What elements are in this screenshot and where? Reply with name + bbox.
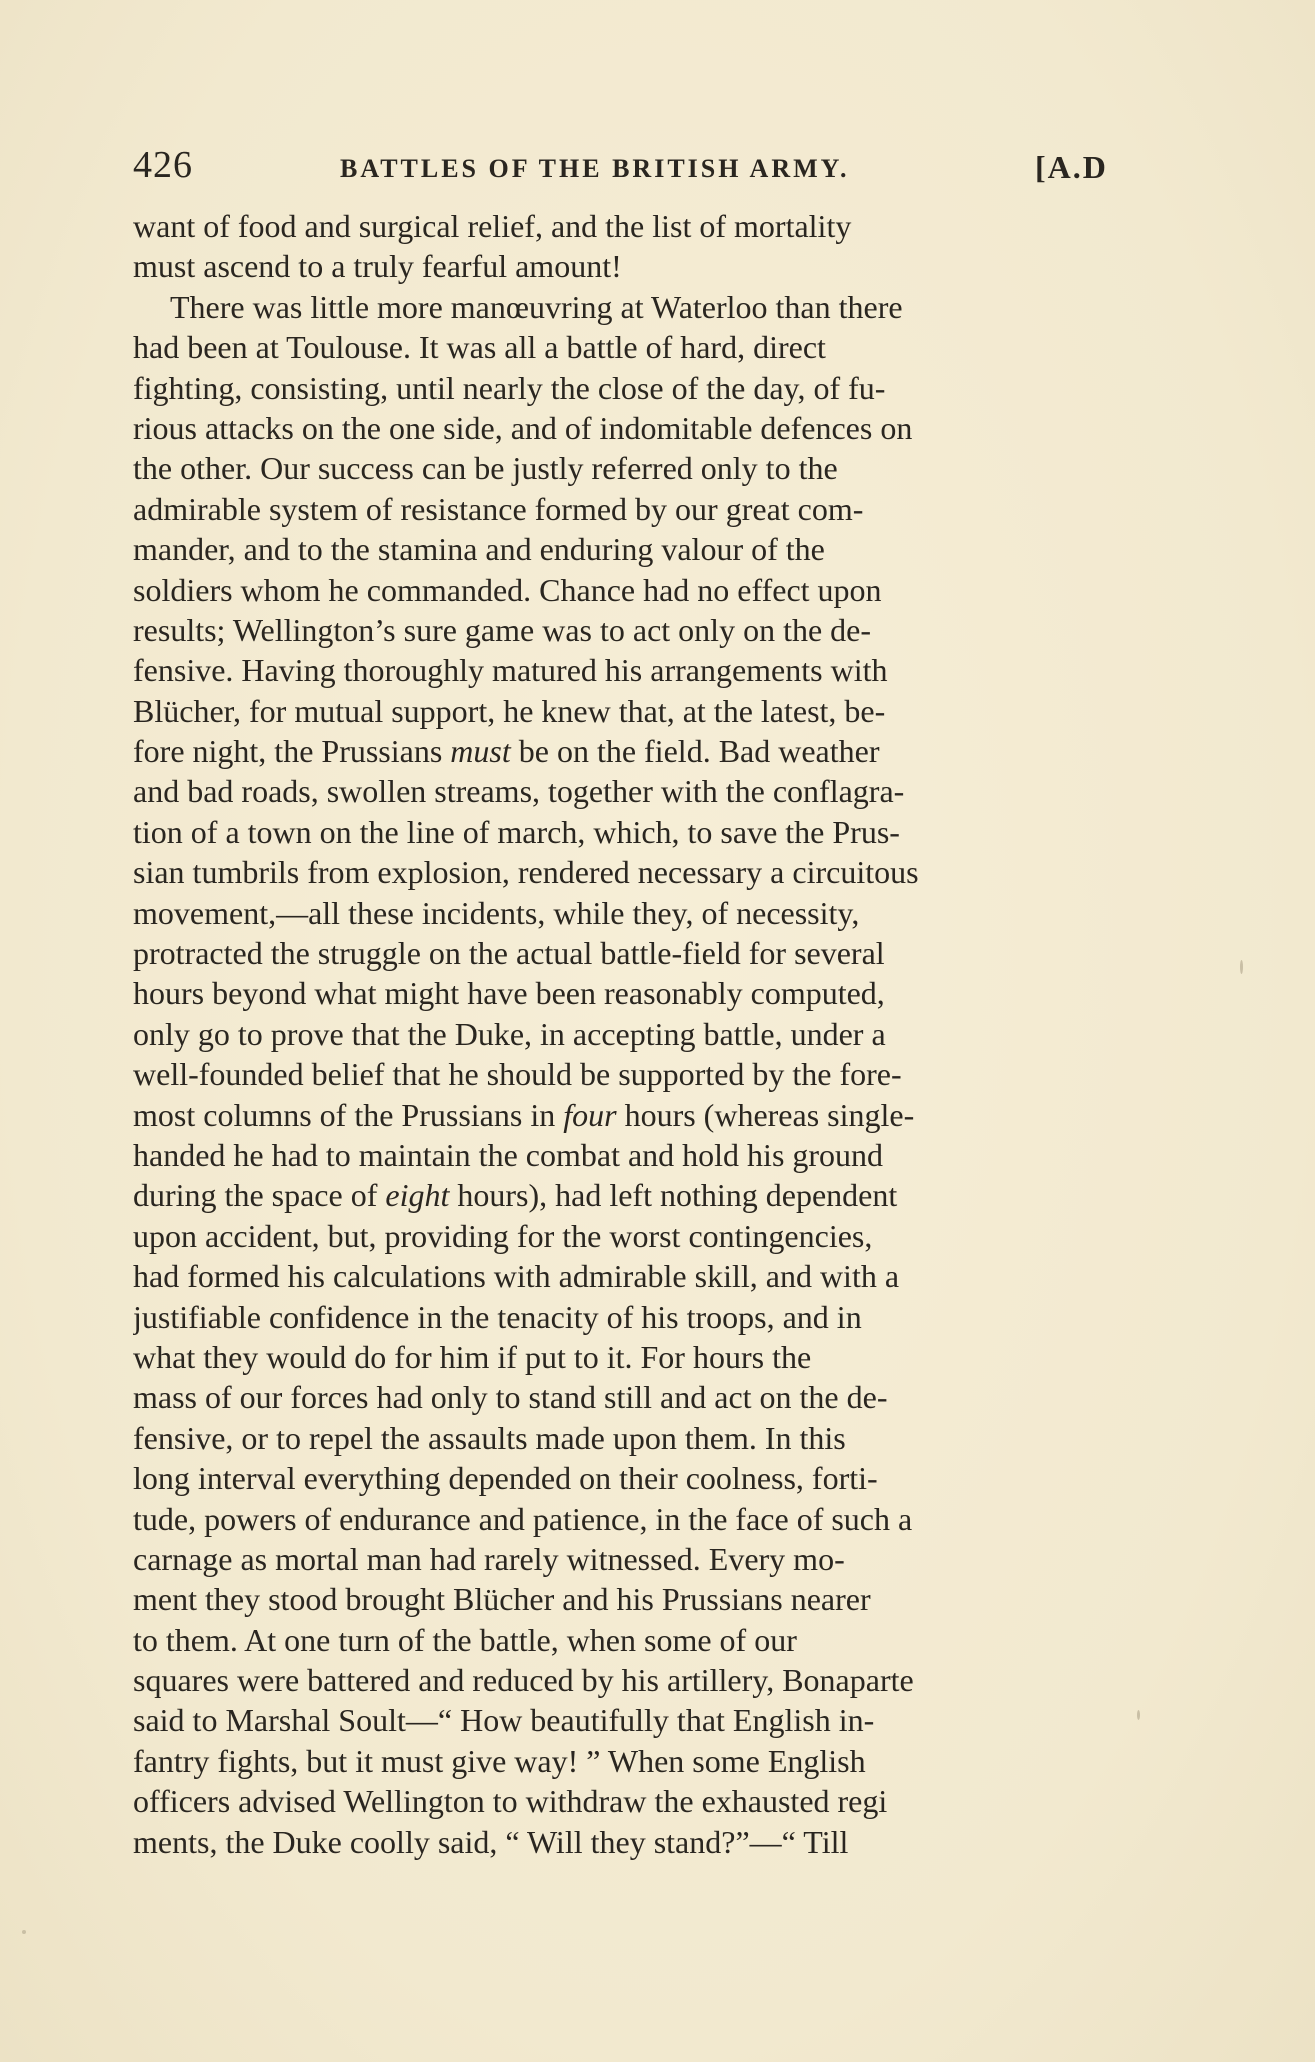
text-line <box>133 1256 1133 1296</box>
ink-speck <box>1137 1710 1140 1720</box>
italic-text: must <box>450 733 511 770</box>
text-line <box>133 246 1133 286</box>
text-segment: tion of a town on the line of march, which, to save the Prus- <box>133 813 900 850</box>
text-segment: movement,—all these incidents, while they, of necessity, <box>133 894 860 931</box>
text-line <box>133 448 1133 488</box>
text-line <box>133 368 1133 408</box>
text-line <box>133 408 1133 448</box>
text-segment: well-founded belief that he should be supported by the fore- <box>133 1056 902 1093</box>
date-marker: [A.D <box>1035 149 1108 185</box>
text-segment: handed he had to maintain the combat and hold his ground <box>133 1136 884 1173</box>
text-line <box>133 1579 1133 1619</box>
page-number: 426 <box>133 144 193 186</box>
text-line <box>133 1054 1133 1094</box>
body-text <box>133 206 1133 1862</box>
text-segment: tude, powers of endurance and patience, in the face of such a <box>133 1500 913 1537</box>
text-segment: to them. At one turn of the battle, when some of our <box>133 1621 797 1658</box>
text-segment: admirable system of resistance formed by our great com- <box>133 490 864 527</box>
text-segment: hours beyond what might have been reasonably computed, <box>133 975 885 1012</box>
text-line <box>133 489 1133 529</box>
text-segment: rious attacks on the one side, and of indomitable defences on <box>133 409 913 446</box>
text-line <box>133 1418 1133 1458</box>
text-line <box>133 1337 1133 1377</box>
text-segment: said to Marshal Soult—“ How beautifully that English in- <box>133 1702 875 1739</box>
text-line <box>133 650 1133 690</box>
text-line <box>133 852 1133 892</box>
text-segment: ment they stood brought Blücher and his Prussians nearer <box>133 1581 871 1618</box>
text-line <box>133 1781 1133 1821</box>
running-head: BATTLES OF THE BRITISH ARMY. <box>340 154 850 183</box>
text-line <box>133 1660 1133 1700</box>
text-segment: most columns of the Prussians in <box>133 1096 564 1133</box>
text-segment: be on the field. Bad weather <box>510 733 880 770</box>
page-header <box>133 140 1133 190</box>
text-line <box>133 570 1133 610</box>
text-line <box>133 1458 1133 1498</box>
text-line <box>133 893 1133 933</box>
text-line <box>133 206 1133 246</box>
text-segment: had formed his calculations with admirable skill, and with a <box>133 1258 900 1295</box>
text-line <box>133 1539 1133 1579</box>
text-line <box>133 812 1133 852</box>
text-segment: soldiers whom he commanded. Chance had no effect upon <box>133 571 882 608</box>
text-line <box>133 610 1133 650</box>
text-segment: must ascend to a truly fearful amount! <box>133 248 622 285</box>
text-segment: There was little more manœuvring at Waterloo than there <box>170 288 903 325</box>
text-segment: fore night, the Prussians <box>133 733 451 770</box>
text-segment: Blücher, for mutual support, he knew that, at the latest, be- <box>133 692 886 729</box>
text-segment: mander, and to the stamina and enduring valour of the <box>133 531 825 568</box>
text-segment: only go to prove that the Duke, in accepting battle, under a <box>133 1015 886 1052</box>
text-line <box>133 1822 1133 1862</box>
text-segment: during the space of <box>133 1177 386 1214</box>
text-line <box>133 1700 1133 1740</box>
text-segment: hours (whereas single- <box>616 1096 915 1133</box>
italic-text: four <box>563 1096 617 1133</box>
text-line <box>133 1499 1133 1539</box>
text-segment: ments, the Duke coolly said, “ Will they stand?”—“ Till <box>133 1823 849 1860</box>
text-segment: officers advised Wellington to withdraw the exhausted regi <box>133 1783 888 1820</box>
text-line <box>133 1095 1133 1135</box>
text-segment: carnage as mortal man had rarely witnessed. Every mo- <box>133 1540 845 1577</box>
text-line <box>133 327 1133 367</box>
text-line <box>133 529 1133 569</box>
text-segment: protracted the struggle on the actual battle-field for several <box>133 935 885 972</box>
text-segment: fensive. Having thoroughly matured his arrangements with <box>133 652 888 689</box>
text-segment: had been at Toulouse. It was all a battle of hard, direct <box>133 329 826 366</box>
text-line <box>133 1620 1133 1660</box>
ink-speck <box>22 1930 26 1934</box>
text-line <box>133 1297 1133 1337</box>
text-segment: mass of our forces had only to stand still and act on the de- <box>133 1379 888 1416</box>
text-line <box>133 973 1133 1013</box>
text-segment: upon accident, but, providing for the worst contingencies, <box>133 1217 873 1254</box>
text-line <box>133 287 1133 327</box>
text-segment: what they would do for him if put to it. For hours the <box>133 1338 812 1375</box>
text-line <box>133 731 1133 771</box>
text-segment: fighting, consisting, until nearly the close of the day, of fu- <box>133 369 886 406</box>
text-line <box>133 771 1133 811</box>
text-segment: squares were battered and reduced by his artillery, Bonaparte <box>133 1662 914 1699</box>
text-segment: want of food and surgical relief, and the list of mortality <box>133 208 852 244</box>
text-line <box>133 1377 1133 1417</box>
text-line <box>133 933 1133 973</box>
text-segment: hours), had left nothing dependent <box>449 1177 898 1214</box>
text-line <box>133 1216 1133 1256</box>
text-line <box>133 1014 1133 1054</box>
text-line <box>133 1135 1133 1175</box>
text-segment: fensive, or to repel the assaults made upon them. In this <box>133 1419 846 1456</box>
text-segment: and bad roads, swollen streams, together with the conflagra- <box>133 773 905 810</box>
text-segment: justifiable confidence in the tenacity of his troops, and in <box>133 1298 862 1335</box>
text-line <box>133 1175 1133 1215</box>
ink-speck <box>1240 960 1243 974</box>
text-segment: results; Wellington’s sure game was to act only on the de- <box>133 611 872 648</box>
text-segment: the other. Our success can be justly referred only to the <box>133 450 838 487</box>
text-line <box>133 691 1133 731</box>
text-segment: sian tumbrils from explosion, rendered necessary a circuitous <box>133 854 919 891</box>
italic-text: eight <box>385 1177 450 1214</box>
text-segment: long interval everything depended on their coolness, forti- <box>133 1460 878 1497</box>
text-line <box>133 1741 1133 1781</box>
text-segment: fantry fights, but it must give way! ” When some English <box>133 1742 866 1779</box>
